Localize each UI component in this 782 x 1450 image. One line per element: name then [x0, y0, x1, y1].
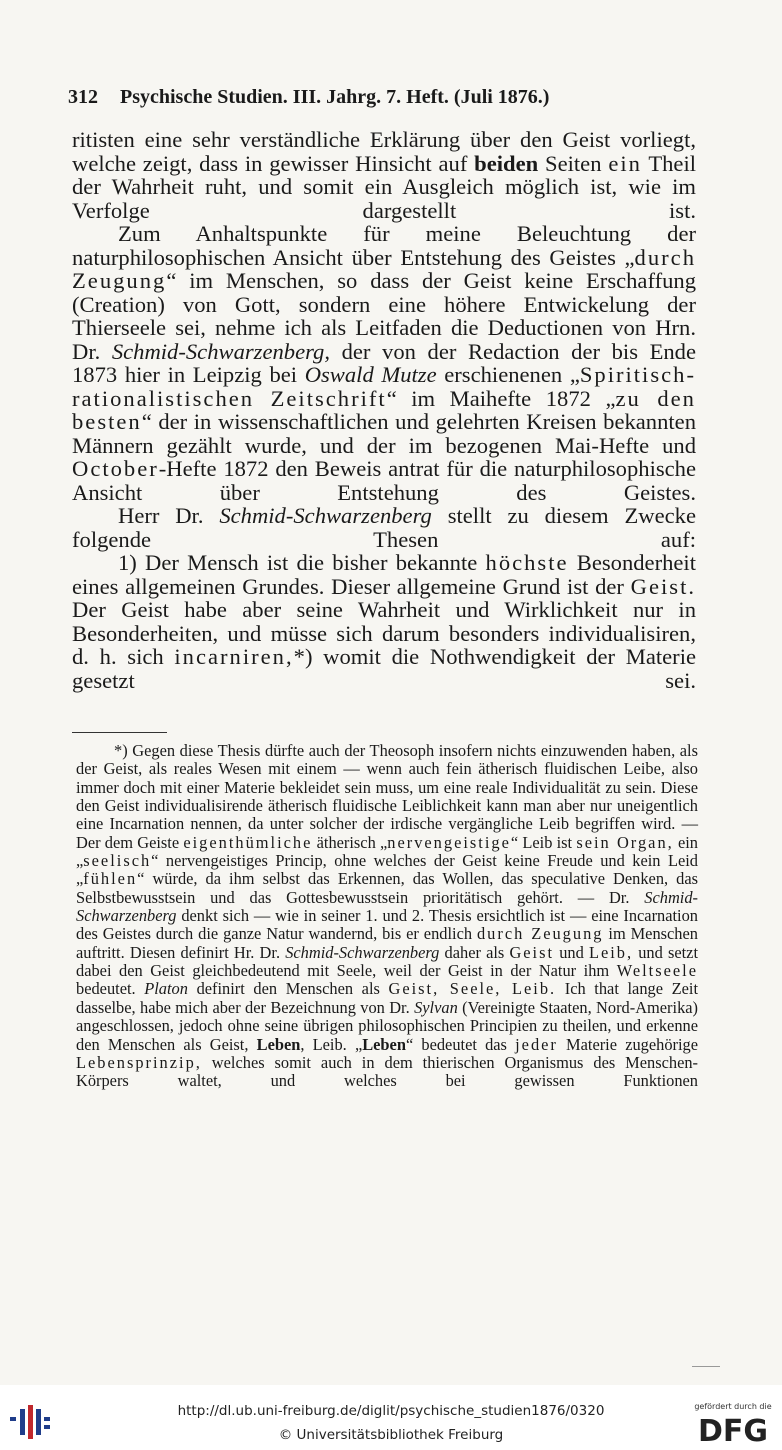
main-text [72, 128, 696, 692]
text-run: Materie zugehörige [557, 1034, 699, 1054]
emphasis-spaced: nervengeistige [387, 832, 511, 852]
emphasis-spaced: zu den besten [72, 385, 696, 434]
text-run: *) womit die Nothwendigkeit der Materie gesetzt sei. [72, 644, 697, 693]
source-url-link[interactable]: http://dl.ub.uni-freiburg.de/diglit/psychische_studien1876/0320 [177, 1403, 605, 1419]
emphasis-spaced: Weltseele [616, 961, 698, 981]
author-name: Schmid-Schwarzenberg [219, 503, 432, 528]
text-run: 1) Der Mensch ist die bisher bekannte [118, 550, 486, 575]
copyright-notice: © Universitätsbibliothek Freiburg [278, 1427, 504, 1443]
dfg-logo-icon[interactable] [690, 1401, 776, 1445]
text-run: Seiten [538, 150, 609, 176]
emphasis-spaced: jeder [515, 1034, 558, 1054]
text-run: “ würde, da ihm selbst das Erkennen, das Wollen, das speculative Denken, das Selbstbewusstsein und das Gottesbewusstsein prioritätisch gehört. — Dr. [76, 869, 698, 907]
print-mark [692, 1366, 720, 1367]
emphasis-bold: beiden [474, 150, 539, 176]
text-run: ritisten eine sehr verständliche Erklärung über den Geist vorliegt, welche zeigt, dass in gewisser Hinsicht auf [72, 127, 696, 176]
text-run: Besonderheit eines allgemeinen Grundes. Dieser allgemeine Grund ist der [72, 550, 696, 599]
text-run: “ Leib ist [510, 832, 577, 852]
emphasis-bold: Leben [362, 1034, 406, 1054]
text-run: , Leib. „ [300, 1034, 363, 1054]
running-title: Psychische Studien. III. Jahrg. 7. Heft. (Juli 1876.) [120, 86, 550, 108]
footnote-text [76, 742, 698, 1091]
text-run: Zum Anhaltspunkte für meine Beleuchtung der naturphilosophischen Ansicht über Entstehung des Geistes „ [72, 221, 696, 270]
dfg-letters: DFG [697, 1414, 769, 1445]
paragraph-3 [72, 504, 696, 551]
emphasis-spaced: incarniren, [174, 644, 294, 669]
text-run: “ im Menschen, so dass der Geist keine Erschaffung (Creation) von Gott, sondern eine höhere Entwickelung der Thierseele sei, nehme ich als Leitfaden die Deductionen von Hrn. Dr. [72, 268, 696, 364]
emphasis-spaced: Geist [509, 942, 555, 962]
emphasis-spaced: seelisch [83, 851, 152, 871]
emphasis-bold: Leben [256, 1034, 301, 1054]
author-name: Schmid-Schwarzenberg [285, 942, 440, 962]
author-name: Schmid-Schwarzenberg, [111, 338, 331, 364]
emphasis-spaced: eigenthümliche [183, 832, 313, 852]
text-run: ätherisch „ [312, 832, 388, 852]
text-run: Theil der Wahrheit ruht, und somit ein Ausgleich möglich ist, wie im Verfolge dargestellt ist. [72, 150, 697, 223]
paragraph-4 [72, 551, 696, 692]
emphasis-spaced: höchste [485, 550, 569, 575]
text-run: ein „ [76, 832, 698, 871]
paragraph-1 [72, 128, 696, 222]
text-run: “ der in wissenschaftlichen und gelehrten Kreisen bekannten Männern gezählt wurde, und der im bezogenen Mai-Hefte und [72, 409, 696, 458]
author-name: Platon [144, 979, 188, 999]
journal-title: Spiritisch-rationalistischen Zeitschrift [72, 362, 696, 411]
emphasis-spaced: Geist. [630, 573, 696, 599]
paragraph-2 [72, 222, 696, 504]
text-run: erschienenen „ [436, 362, 580, 387]
text-run: und setzt dabei den Geist gleichbedeutend mit Seele, weil der Geist in der Natur ihm [76, 942, 699, 981]
text-run: -Hefte 1872 den Beweis antrat für die naturphilosophische Ansicht über Entstehung des Geistes. [72, 456, 696, 505]
emphasis-spaced: October [72, 456, 159, 481]
author-name: Sylvan [414, 997, 458, 1017]
emphasis-spaced: fühlen [83, 869, 138, 889]
text-run: “ bedeutet das [405, 1034, 516, 1054]
text-run: der von der Redaction der bis Ende 1873 hier in Leipzig bei [72, 338, 696, 387]
text-run: “ im Maihefte 1872 „ [386, 385, 616, 411]
text-run: im Menschen auftritt. Diesen definirt Hr. Dr. [76, 924, 698, 962]
emphasis-spaced: Leib, [588, 942, 634, 962]
text-run: Herr Dr. [118, 503, 220, 528]
text-run: definirt den Menschen als [187, 979, 389, 999]
publisher-name: Oswald Mutze [304, 362, 437, 387]
text-run: Ich that lange Zeit dasselbe, habe mich aber der Bezeichnung von Dr. [76, 979, 698, 1017]
emphasis-spaced: durch Zeugung [72, 244, 696, 293]
emphasis-spaced: ein [608, 150, 642, 176]
text-run: Der Geist habe aber seine Wahrheit und Wirklichkeit nur in Besonderheiten, und müsse sich darum besonders individualisiren, d. h. sich [72, 597, 696, 669]
emphasis-spaced: Geist, Seele, Leib. [388, 979, 557, 999]
text-run: bedeutet. [76, 979, 145, 999]
text-run: denkt sich — wie in seiner 1. und 2. Thesis ersichtlich ist — eine Incarnation des Geistes durch die ganze Natur wandernd, bis er endlich [76, 906, 698, 944]
emphasis-spaced: durch Zeugung [476, 924, 604, 944]
page-number: 312 [68, 86, 98, 108]
footer-bar [0, 1385, 782, 1450]
text-run: und [554, 942, 589, 962]
dfg-caption: gefördert durch die [694, 1402, 772, 1411]
text-run: “ nervengeistiges Princip, ohne welches der Geist keine Freude und kein Leid „ [76, 851, 698, 889]
author-name: Schmid-Schwarzenberg [76, 887, 698, 926]
text-run: *) Gegen diese Thesis dürfte auch der Theosoph insofern nichts einzuwenden haben, als der Geist, als reales Wesen mit einem — wenn auch fein ätherisch fluidischen Leibe, also immer doch mit einer Materie bekleidet sein muss, um eine reale Individualität zu sein. Diese den Geist individualisirende ätherisch fluidische Leiblichkeit kann man aber nur uneigentlich eine Incarnation nennen, da unter solcher der irdische vergängliche Leib begriffen wird. — Der dem Geiste [76, 741, 698, 852]
footnote [76, 742, 698, 1091]
text-run: welches somit auch in dem thierischen Organismus des Menschen-Körpers waltet, und welches bei gewissen Funktionen [76, 1052, 698, 1091]
text-run: (Vereinigte Staaten, Nord-Amerika) angeschlossen, jedoch ohne seine übrigen philosophischen Principien zu theilen, und erkenne den Menschen als Geist, [76, 997, 698, 1054]
emphasis-spaced: Lebensprinzip, [76, 1052, 202, 1072]
running-header [68, 86, 708, 116]
text-run: stellt zu diesem Zwecke folgende Thesen auf: [72, 503, 696, 552]
emphasis-spaced: sein Organ, [576, 832, 674, 852]
text-run: daher als [439, 942, 510, 962]
footnote-divider [72, 732, 167, 733]
